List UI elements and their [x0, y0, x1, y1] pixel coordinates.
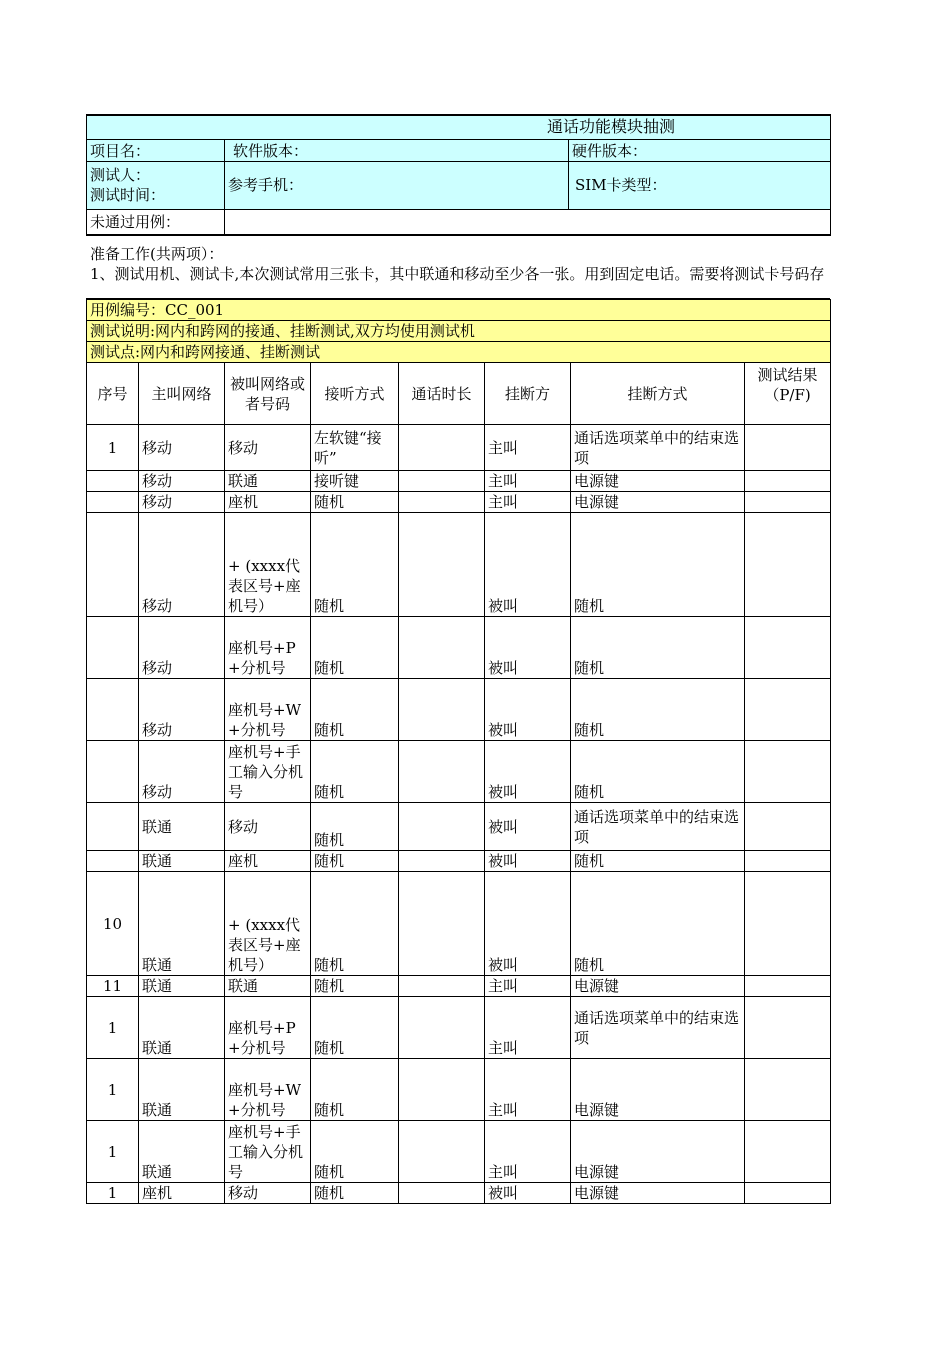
cell-answer: 接听键: [311, 471, 399, 492]
cell-caller: 移动: [139, 471, 225, 492]
cell-duration: [399, 513, 485, 617]
col-header-hangup-way: 挂断方式: [571, 363, 745, 425]
hardware-label: 硬件版本：: [569, 139, 831, 161]
cell-caller: 联通: [139, 976, 225, 997]
cell-caller: 移动: [139, 679, 225, 741]
table-row: [87, 1059, 831, 1121]
cell-answer: 随机: [311, 492, 399, 513]
cell-callee: 座机号+手工输入分机号: [225, 1121, 311, 1183]
cell-duration: [399, 617, 485, 679]
cell-hangup-by: 被叫: [485, 679, 571, 741]
col-header-caller: 主叫网络: [139, 363, 225, 425]
cell-answer: 随机: [311, 997, 399, 1059]
cell-result: [745, 976, 831, 997]
cell-no: 1: [87, 1059, 139, 1121]
col-header-no: 序号: [87, 363, 139, 425]
failed-value: [225, 209, 831, 235]
cell-answer: 随机: [311, 803, 399, 851]
table-row: [87, 492, 831, 513]
test-time-label: 测试时间：: [90, 186, 166, 204]
table-row: [87, 425, 831, 471]
cell-caller: 移动: [139, 425, 225, 471]
cell-no: 1: [87, 425, 139, 471]
cell-result: [745, 851, 831, 872]
tester-label: 测试人：: [90, 166, 151, 184]
cell-duration: [399, 741, 485, 803]
ref-phone-label: 参考手机：: [225, 161, 569, 209]
cell-callee: 座机: [225, 492, 311, 513]
table-row: [87, 471, 831, 492]
cell-hangup-by: 被叫: [485, 851, 571, 872]
cell-answer: 左软键“接听”: [311, 425, 399, 471]
cell-hangup-by: 被叫: [485, 872, 571, 976]
cell-caller: 移动: [139, 492, 225, 513]
cell-hangup-way: 电源键: [571, 976, 745, 997]
cell-no: [87, 741, 139, 803]
cell-no: [87, 617, 139, 679]
cell-hangup-by: 主叫: [485, 1059, 571, 1121]
cell-callee: + (xxxx代表区号+座机号）: [225, 513, 311, 617]
table-row: [87, 803, 831, 851]
col-header-result: 测试结果（P/F): [745, 363, 831, 425]
cell-duration: [399, 425, 485, 471]
col-header-answer: 接听方式: [311, 363, 399, 425]
cell-callee: 联通: [225, 471, 311, 492]
cell-hangup-way: 随机: [571, 617, 745, 679]
col-header-callee: 被叫网络或者号码: [225, 363, 311, 425]
cell-caller: 移动: [139, 741, 225, 803]
cell-no: 1: [87, 1183, 139, 1204]
cell-no: 10: [87, 872, 139, 976]
table-row: [87, 997, 831, 1059]
cell-duration: [399, 1059, 485, 1121]
cell-hangup-by: 主叫: [485, 997, 571, 1059]
cell-callee: 座机号+手工输入分机号: [225, 741, 311, 803]
prep-section: [86, 236, 830, 299]
cell-answer: 随机: [311, 679, 399, 741]
table-row: [87, 1183, 831, 1204]
prep-text: [90, 244, 824, 284]
cell-result: [745, 471, 831, 492]
cell-hangup-by: 主叫: [485, 425, 571, 471]
cell-result: [745, 872, 831, 976]
col-header-hangup-by: 挂断方: [485, 363, 571, 425]
cell-hangup-way: 随机: [571, 513, 745, 617]
cell-hangup-way: 电源键: [571, 471, 745, 492]
table-row: [87, 1121, 831, 1183]
cell-duration: [399, 679, 485, 741]
cell-caller: 联通: [139, 997, 225, 1059]
cell-hangup-way: 随机: [571, 851, 745, 872]
cell-result: [745, 997, 831, 1059]
cell-answer: 随机: [311, 1059, 399, 1121]
cell-hangup-way: 随机: [571, 679, 745, 741]
cell-duration: [399, 1121, 485, 1183]
cell-caller: 联通: [139, 803, 225, 851]
software-label: 软件版本：: [225, 139, 569, 161]
cell-callee: 移动: [225, 803, 311, 851]
cell-callee: 座机号+W+分机号: [225, 1059, 311, 1121]
cell-answer: 随机: [311, 872, 399, 976]
cell-no: 11: [87, 976, 139, 997]
spreadsheet: [86, 114, 830, 1204]
cell-hangup-by: 主叫: [485, 471, 571, 492]
tester-cell: [87, 161, 225, 209]
cell-no: [87, 513, 139, 617]
failed-label: 未通过用例：: [87, 209, 225, 235]
cell-no: [87, 851, 139, 872]
cell-result: [745, 741, 831, 803]
cell-hangup-way: 电源键: [571, 492, 745, 513]
case-id: 用例编号：CC_001: [87, 300, 831, 321]
cell-duration: [399, 1183, 485, 1204]
cell-callee: 移动: [225, 425, 311, 471]
cell-callee: 座机号+P+分机号: [225, 997, 311, 1059]
cell-callee: 座机号+W+分机号: [225, 679, 311, 741]
cell-hangup-by: 主叫: [485, 1121, 571, 1183]
cell-hangup-by: 被叫: [485, 513, 571, 617]
table-row: [87, 976, 831, 997]
cell-hangup-way: 电源键: [571, 1121, 745, 1183]
cell-caller: 联通: [139, 1059, 225, 1121]
cell-result: [745, 1183, 831, 1204]
cell-duration: [399, 851, 485, 872]
cell-hangup-way: 电源键: [571, 1183, 745, 1204]
cell-hangup-by: 被叫: [485, 1183, 571, 1204]
cell-result: [745, 1121, 831, 1183]
cell-callee: + (xxxx代表区号+座机号）: [225, 872, 311, 976]
cell-result: [745, 425, 831, 471]
table-row: [87, 617, 831, 679]
cell-answer: 随机: [311, 1183, 399, 1204]
cell-duration: [399, 492, 485, 513]
cell-answer: 随机: [311, 976, 399, 997]
header-table: [86, 114, 831, 236]
cell-duration: [399, 471, 485, 492]
cell-duration: [399, 976, 485, 997]
cell-no: [87, 803, 139, 851]
project-label: 项目名：: [87, 139, 225, 161]
table-row: [87, 679, 831, 741]
cell-hangup-way: 通话选项菜单中的结束选项: [571, 425, 745, 471]
cell-callee: 联通: [225, 976, 311, 997]
cell-hangup-way: 通话选项菜单中的结束选项: [571, 803, 745, 851]
cell-result: [745, 679, 831, 741]
cell-answer: 随机: [311, 1121, 399, 1183]
cell-caller: 联通: [139, 872, 225, 976]
cell-result: [745, 617, 831, 679]
cell-no: [87, 471, 139, 492]
sheet-title: 通话功能模块抽测: [87, 115, 831, 139]
cell-answer: 随机: [311, 851, 399, 872]
cell-answer: 随机: [311, 741, 399, 803]
test-table: [86, 299, 831, 1204]
cell-no: [87, 492, 139, 513]
cell-duration: [399, 872, 485, 976]
cell-duration: [399, 803, 485, 851]
cell-hangup-way: 电源键: [571, 1059, 745, 1121]
cell-hangup-by: 主叫: [485, 492, 571, 513]
cell-no: [87, 679, 139, 741]
col-header-duration: 通话时长: [399, 363, 485, 425]
cell-result: [745, 513, 831, 617]
cell-result: [745, 492, 831, 513]
cell-caller: 座机: [139, 1183, 225, 1204]
cell-no: 1: [87, 1121, 139, 1183]
cell-caller: 移动: [139, 617, 225, 679]
sim-type-label: SIM卡类型：: [569, 161, 831, 209]
prep-item-1: 1、测试用机、测试卡,本次测试常用三张卡，其中联通和移动至少各一张。用到固定电话。需要将测试卡号码存: [90, 265, 825, 283]
cell-callee: 座机号+P+分机号: [225, 617, 311, 679]
case-desc: 测试说明:网内和跨网的接通、挂断测试,双方均使用测试机: [87, 321, 831, 342]
cell-answer: 随机: [311, 513, 399, 617]
cell-callee: 移动: [225, 1183, 311, 1204]
cell-no: 1: [87, 997, 139, 1059]
cell-caller: 联通: [139, 1121, 225, 1183]
cell-hangup-way: 随机: [571, 741, 745, 803]
cell-callee: 座机: [225, 851, 311, 872]
cell-hangup-by: 主叫: [485, 976, 571, 997]
prep-heading: 准备工作(共两项）：: [90, 245, 224, 263]
cell-hangup-by: 被叫: [485, 741, 571, 803]
cell-result: [745, 803, 831, 851]
cell-hangup-way: 随机: [571, 872, 745, 976]
table-row: [87, 741, 831, 803]
cell-duration: [399, 997, 485, 1059]
cell-caller: 移动: [139, 513, 225, 617]
cell-hangup-way: 通话选项菜单中的结束选项: [571, 997, 745, 1059]
table-row: [87, 872, 831, 976]
cell-answer: 随机: [311, 617, 399, 679]
cell-hangup-by: 被叫: [485, 803, 571, 851]
cell-result: [745, 1059, 831, 1121]
case-point: 测试点:网内和跨网接通、挂断测试: [87, 342, 831, 363]
cell-hangup-by: 被叫: [485, 617, 571, 679]
table-row: [87, 513, 831, 617]
cell-caller: 联通: [139, 851, 225, 872]
table-row: [87, 851, 831, 872]
